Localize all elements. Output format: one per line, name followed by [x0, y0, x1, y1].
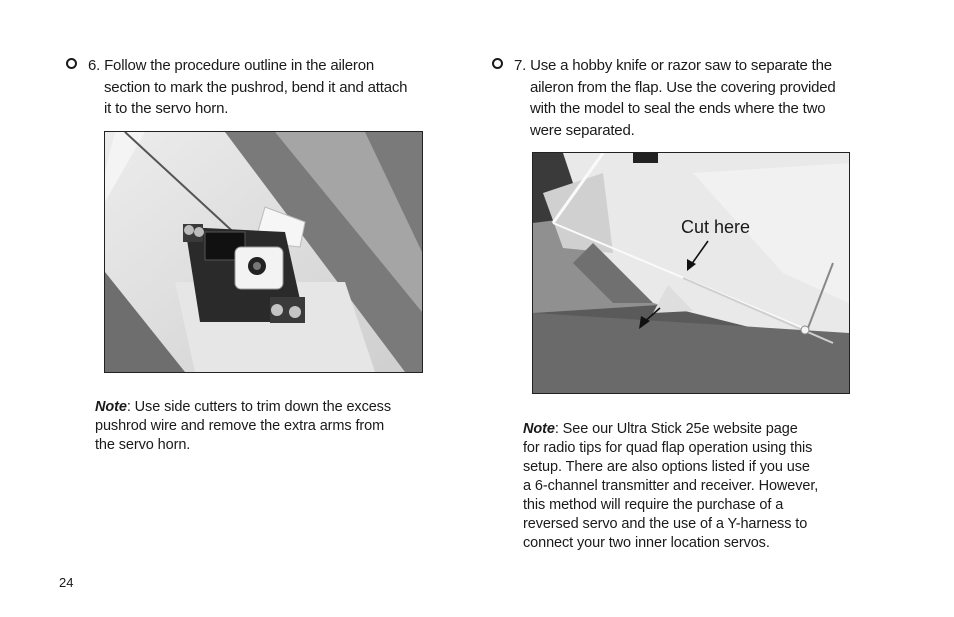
step-7-text-line-1: 7. Use a hobby knife or razor saw to separate the: [514, 57, 832, 74]
step-6-text-line-2: section to mark the pushrod, bend it and attach: [104, 78, 408, 96]
note-text: connect your two inner location servos.: [523, 535, 770, 551]
note-text: pushrod wire and remove the extra arms from: [95, 418, 385, 434]
step-6-text-line-1: 6. Follow the procedure outline in the aileron: [88, 57, 374, 74]
page-number: 24: [59, 575, 74, 590]
right-note: [523, 420, 853, 553]
note-text: : See our Ultra Stick 25e website page: [554, 421, 798, 437]
note-text: reversed servo and the use of a Y-harness to: [523, 516, 808, 532]
servo-photo: [104, 131, 423, 373]
step-6-text-line-3: it to the servo horn.: [104, 100, 229, 117]
step-6: [66, 55, 426, 125]
left-note: [95, 398, 425, 455]
step-7-text-line-4: were separated.: [530, 121, 635, 139]
note-text: this method will require the purchase of a: [523, 497, 784, 513]
note-text: a 6-channel transmitter and receiver. However,: [523, 478, 819, 494]
note-label: Note: [95, 399, 127, 415]
checkbox-icon: [66, 58, 77, 69]
note-text: setup. There are also options listed if you use: [523, 459, 810, 475]
step-7-text-line-2: aileron from the flap. Use the covering provided: [530, 78, 836, 96]
note-text: for radio tips for quad flap operation using this: [523, 440, 813, 456]
checkbox-icon: [492, 58, 503, 69]
cut-here-label: Cut here: [681, 217, 751, 237]
wing-cut-photo: [532, 152, 850, 394]
note-text: : Use side cutters to trim down the excess: [126, 399, 391, 415]
step-7: [492, 55, 862, 145]
note-text: the servo horn.: [95, 437, 191, 453]
note-label: Note: [523, 421, 555, 437]
step-7-text-line-3: with the model to seal the ends where the two: [530, 100, 826, 117]
